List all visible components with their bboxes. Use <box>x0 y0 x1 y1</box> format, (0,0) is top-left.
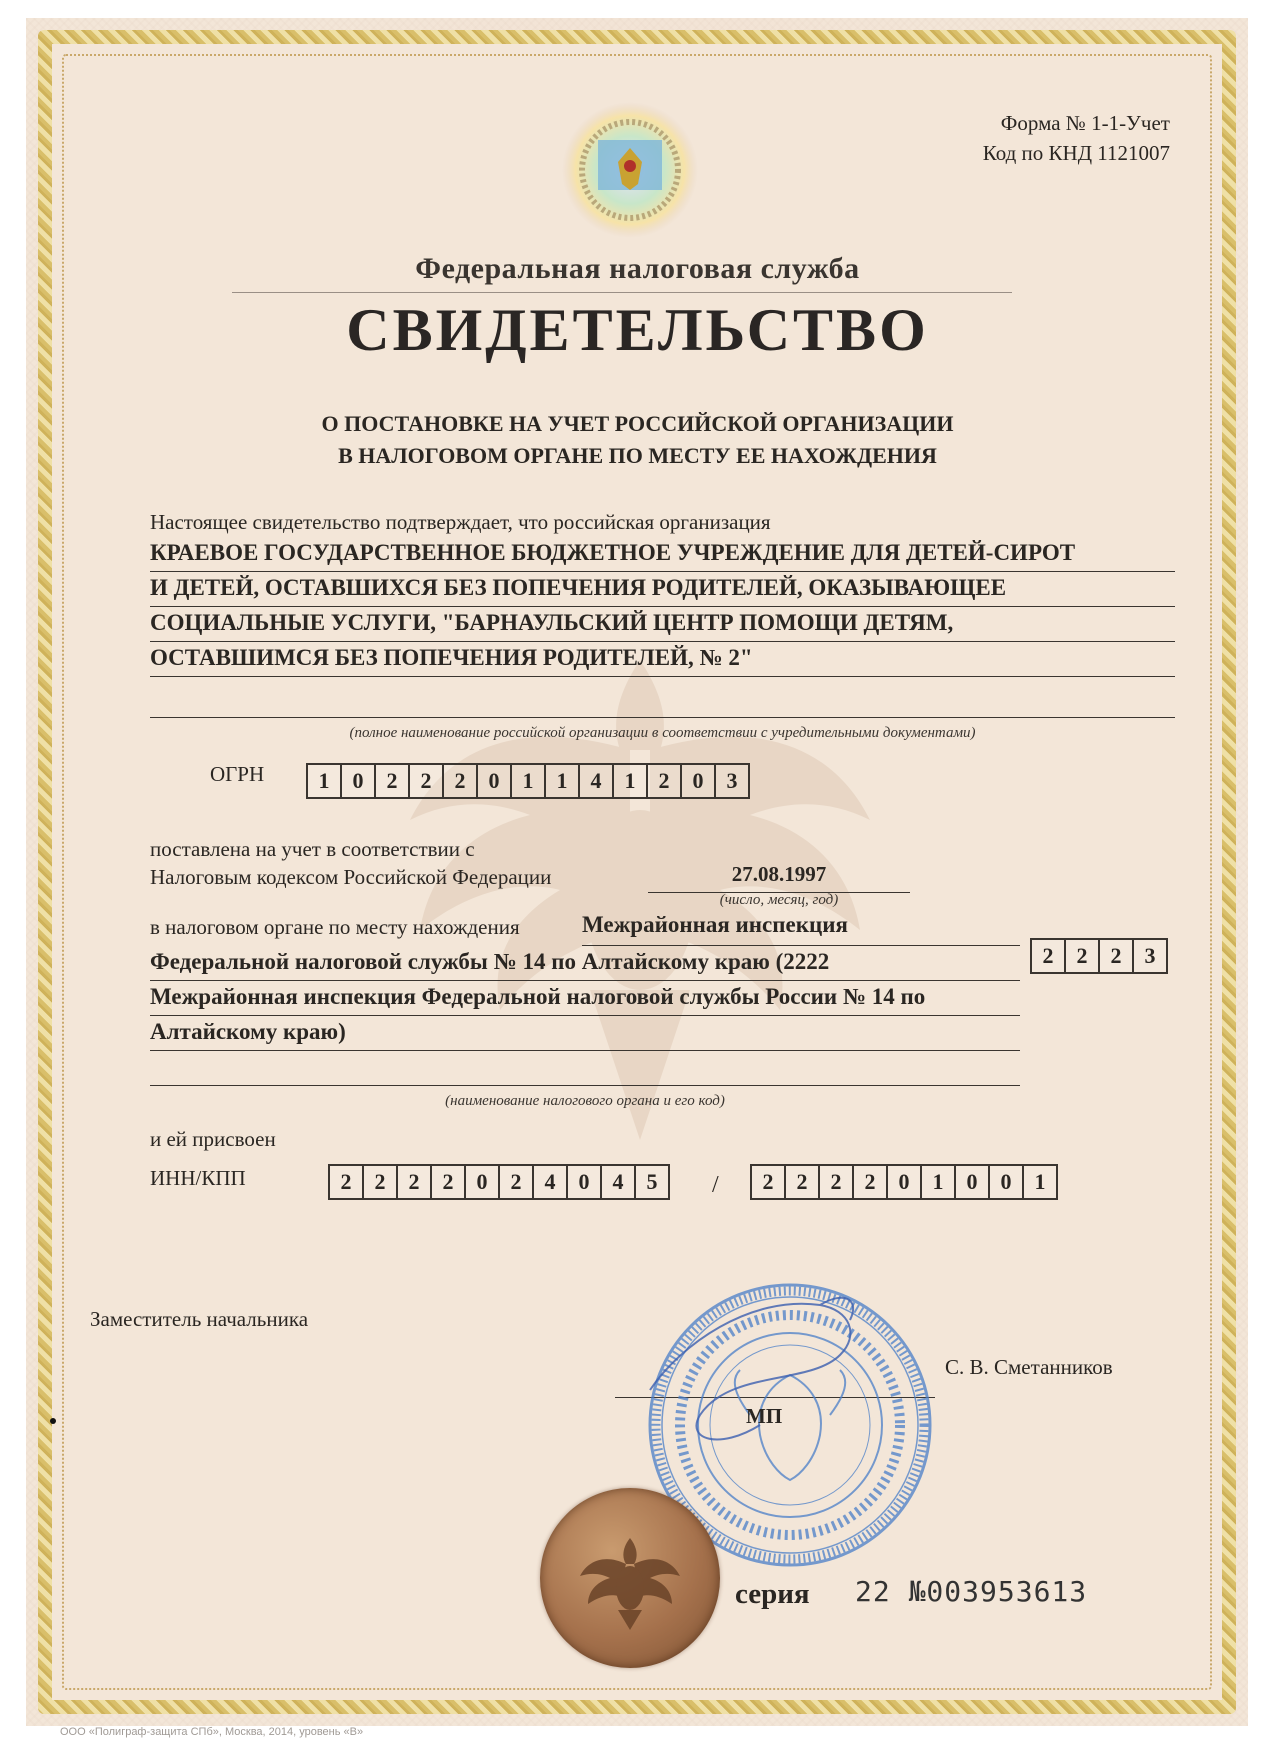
document-title: СВИДЕТЕЛЬСТВО <box>346 297 929 363</box>
org-name-line: И ДЕТЕЙ, ОСТАВШИХСЯ БЕЗ ПОПЕЧЕНИЯ РОДИТЕЛЕЙ, ОКАЗЫВАЮЩЕЕ <box>150 571 1175 607</box>
ogrn-digit: 1 <box>510 763 546 799</box>
ogrn-digit: 2 <box>646 763 682 799</box>
intro-text: Настоящее свидетельство подтверждает, что российская организация <box>150 510 771 534</box>
ogrn-digit: 3 <box>714 763 750 799</box>
tax-code-digit: 2 <box>1098 938 1134 974</box>
org-name-caption: (полное наименование российской организации в соответствии с учредительными документами) <box>349 725 976 741</box>
inn-digit: 0 <box>566 1164 602 1200</box>
ogrn-digit: 0 <box>476 763 512 799</box>
form-number: Форма № 1-1-Учет <box>1000 111 1170 135</box>
kpp-digit: 0 <box>988 1164 1024 1200</box>
registration-date: 27.08.1997 <box>648 862 910 893</box>
inn-digit: 4 <box>600 1164 636 1200</box>
ogrn-digit: 1 <box>306 763 342 799</box>
ogrn-digit: 2 <box>442 763 478 799</box>
ogrn-digit: 2 <box>374 763 410 799</box>
registration-date-caption: (число, месяц, год) <box>719 892 839 908</box>
seal-place-label: МП <box>746 1404 783 1428</box>
knd-code: Код по КНД 1121007 <box>982 141 1170 165</box>
inn-digit: 2 <box>396 1164 432 1200</box>
registration-line-2: Налоговым кодексом Российской Федерации <box>150 865 552 889</box>
org-name-line: СОЦИАЛЬНЫЕ УСЛУГИ, "БАРНАУЛЬСКИЙ ЦЕНТР ПОМОЩИ ДЕТЯМ, <box>150 606 1175 642</box>
org-name-line: КРАЕВОЕ ГОСУДАРСТВЕННОЕ БЮДЖЕТНОЕ УЧРЕЖДЕНИЕ ДЛЯ ДЕТЕЙ-СИРОТ <box>150 536 1175 572</box>
kpp-cells <box>752 1164 1058 1200</box>
ink-dot <box>50 1418 56 1424</box>
inn-digit: 4 <box>532 1164 568 1200</box>
kpp-digit: 2 <box>818 1164 854 1200</box>
form-info <box>983 108 1170 168</box>
series-number: 22 №003953613 <box>855 1575 1088 1608</box>
inn-digit: 5 <box>634 1164 670 1200</box>
subtitle-line-2: В НАЛОГОВОМ ОРГАНЕ ПО МЕСТУ ЕЕ НАХОЖДЕНИЯ <box>338 443 937 468</box>
printer-note: ООО «Полиграф-защита СПб», Москва, 2014, уровень «В» <box>60 1726 364 1738</box>
ogrn-label: ОГРН <box>210 762 265 786</box>
kpp-digit: 2 <box>852 1164 888 1200</box>
ogrn-digit: 0 <box>340 763 376 799</box>
inn-digit: 2 <box>328 1164 364 1200</box>
ogrn-digit: 1 <box>544 763 580 799</box>
kpp-digit: 2 <box>784 1164 820 1200</box>
series-label: серия <box>735 1578 810 1610</box>
registration-line-1: поставлена на учет в соответствии с <box>150 837 475 861</box>
tax-authority-line: Межрайонная инспекция <box>582 912 1020 946</box>
tax-authority-caption: (наименование налогового органа и его код) <box>445 1093 725 1109</box>
agency-divider <box>232 292 1012 293</box>
org-name-line: ОСТАВШИМСЯ БЕЗ ПОПЕЧЕНИЯ РОДИТЕЛЕЙ, № 2" <box>150 641 1175 677</box>
bronze-seal <box>540 1488 720 1668</box>
ogrn-cells <box>308 763 750 799</box>
tax-code-digit: 2 <box>1064 938 1100 974</box>
kpp-digit: 1 <box>1022 1164 1058 1200</box>
inn-digit: 2 <box>362 1164 398 1200</box>
tax-authority-prefix: в налоговом органе по месту нахождения <box>150 915 520 939</box>
agency-name: Федеральная налоговая служба <box>415 252 860 285</box>
hologram-emblem-icon <box>560 100 700 240</box>
kpp-digit: 1 <box>920 1164 956 1200</box>
kpp-digit: 0 <box>954 1164 990 1200</box>
eagle-seal-icon <box>570 1518 690 1638</box>
kpp-digit: 0 <box>886 1164 922 1200</box>
signatory-position: Заместитель начальника <box>90 1307 309 1331</box>
tax-code-cells <box>1032 938 1168 974</box>
ogrn-digit: 4 <box>578 763 614 799</box>
ogrn-digit: 0 <box>680 763 716 799</box>
inn-kpp-label: ИНН/КПП <box>150 1166 246 1190</box>
kpp-digit: 2 <box>750 1164 786 1200</box>
assigned-label: и ей присвоен <box>150 1127 276 1151</box>
signatory-name: С. В. Сметанников <box>945 1355 1113 1379</box>
tax-code-digit: 3 <box>1132 938 1168 974</box>
inn-digit: 2 <box>498 1164 534 1200</box>
subtitle-line-1: О ПОСТАНОВКЕ НА УЧЕТ РОССИЙСКОЙ ОРГАНИЗАЦИИ <box>321 411 954 436</box>
inn-digit: 2 <box>430 1164 466 1200</box>
tax-authority-line: Федеральной налоговой службы № 14 по Алтайскому краю (2222 <box>150 945 1020 981</box>
inn-kpp-separator: / <box>712 1172 719 1198</box>
document-subtitle <box>0 408 1275 472</box>
ogrn-digit: 1 <box>612 763 648 799</box>
ogrn-digit: 2 <box>408 763 444 799</box>
inn-cells <box>330 1164 670 1200</box>
tax-code-digit: 2 <box>1030 938 1066 974</box>
tax-authority-line <box>150 1050 1020 1086</box>
tax-authority-line: Алтайскому краю) <box>150 1015 1020 1051</box>
org-name-line <box>150 682 1175 718</box>
inn-digit: 0 <box>464 1164 500 1200</box>
tax-authority-line: Межрайонная инспекция Федеральной налоговой службы России № 14 по <box>150 980 1020 1016</box>
